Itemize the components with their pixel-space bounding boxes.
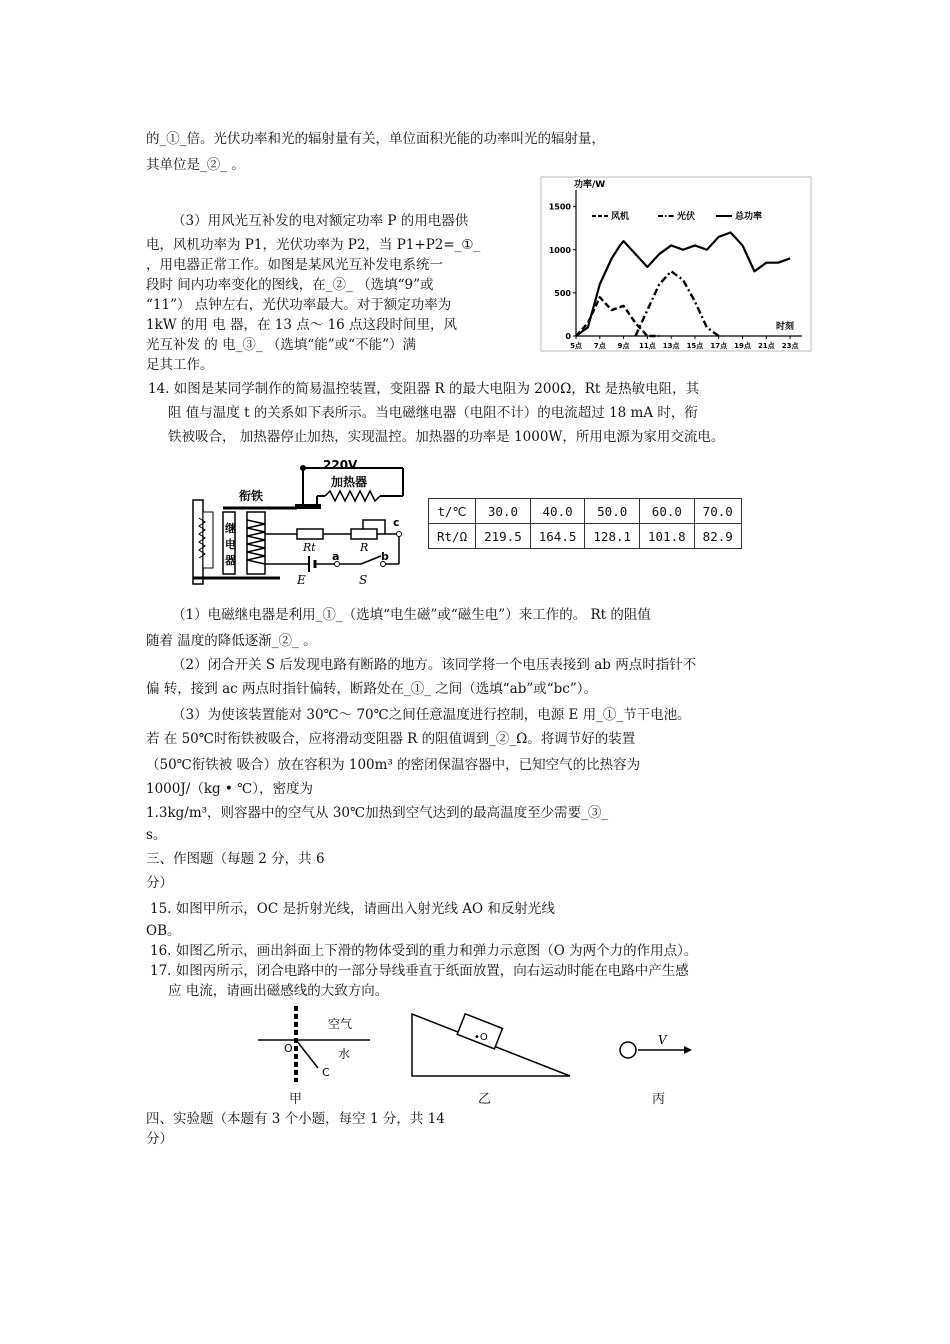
series-line-2 [635,271,718,336]
text-line: 1000J/（kg • ℃），密度为 [146,781,314,797]
figure-label-yi: 乙 [478,1092,492,1107]
y-tick-label: 500 [554,288,571,298]
section-title: 分） [146,1131,173,1147]
table-row [429,524,742,549]
text-line: （1）电磁继电器是利用_①_（选填“电生磁”或“磁生电”）来工作的。 Rt 的阻值 [172,607,651,623]
table-cell: 101.8 [640,524,695,549]
text-line: 应 电流，请画出磁感线的大致方向。 [168,983,389,999]
table-row [429,499,742,524]
text-line: 17. 如图丙所示，闭合电路中的一部分导线垂直于纸面放置，向右运动时能在电路中产生感 [150,963,689,979]
legend-label: 总功率 [735,212,763,222]
x-tick-label: 7点 [593,342,606,350]
text-line: 其单位是_②_ 。 [146,157,245,173]
relay-label-1: 继 [225,522,236,535]
text-line: 14. 如图是某同学制作的简易温控装置，变阻器 R 的最大电阻为 200Ω，Rt 是热敏电阻，其 [148,381,700,397]
legend-label: 风机 [611,212,630,222]
refracted-ray [296,1040,318,1068]
text-line: （3）用风光互补发的电对额定功率 P 的用电器供 [172,213,469,229]
text-line: 的_①_倍。光伏功率和光的辐射量有关，单位面积光能的功率叫光的辐射量， [146,131,605,147]
resistance-table [428,498,742,549]
x-axis-label: 时刻 [776,322,795,332]
circuit-diagram [185,460,415,588]
table-cell: 219.5 [476,524,531,549]
table-cell: 60.0 [640,499,695,524]
point-a: a [332,550,340,563]
text-line: 光互补发 的 电_③_ （选填“能”或“不能”）满 [146,337,416,353]
voltage-label: 220V [323,460,358,472]
figure-yi [406,1008,574,1080]
text-line: 足其工作。 [146,357,214,373]
table-cell: 164.5 [530,524,585,549]
text-line: 1kW 的用 电 器，在 13 点～ 16 点这段时间里，风 [146,317,458,333]
figure-bing [618,1032,698,1062]
section-title: 三、作图题（每题 2 分，共 6 [146,851,325,867]
table-cell: 30.0 [476,499,531,524]
s-label: S [359,573,368,587]
x-tick-label: 21点 [757,342,775,350]
power-chart [540,176,812,352]
text-line: s。 [146,827,167,843]
text-line: （3）为使该装置能对 30℃～ 70℃之间任意温度进行控制，电源 E 用_①_节干电池。 [172,707,691,723]
relay-label-3: 器 [225,554,236,567]
r-resistor [351,529,377,539]
text-line: 偏 转，接到 ac 两点时指针偏转，断路处在_①_ 之间（选填“ab”或“bc”）。 [146,681,598,697]
air-label: 空气 [328,1017,353,1031]
figure-label-bing: 丙 [652,1092,666,1107]
table-cell: 70.0 [694,499,741,524]
y-tick-label: 0 [565,332,571,341]
y-tick-label: 1500 [548,202,571,212]
text-line: 15. 如图甲所示，OC 是折射光线，请画出入射光线 AO 和反射光线 [150,901,555,917]
text-line: 段时 间内功率变化的图线，在_②_ （选填“9”或 [146,277,434,293]
x-tick-label: 17点 [710,342,728,350]
chart-frame [541,177,811,351]
o-label: O [284,1042,293,1055]
water-label: 水 [338,1047,351,1061]
switch [361,556,381,564]
figure-label-jia: 甲 [289,1092,303,1107]
point-b: b [381,550,389,563]
table-cell: 50.0 [585,499,640,524]
text-line: “11”） 点钟左右，光伏功率最大。对于额定功率为 [146,297,452,313]
c-label: C [322,1066,330,1079]
wire-cross-section [620,1042,636,1058]
point-c: c [393,516,400,529]
table-cell: 40.0 [530,499,585,524]
v-label: V [658,1033,667,1047]
x-tick-label: 11点 [638,342,656,350]
text-line: OB。 [146,923,181,939]
rt-resistor [297,529,323,539]
table-cell: 128.1 [585,524,640,549]
x-tick-label: 19点 [734,342,751,350]
table-cell: 82.9 [694,524,741,549]
rt-label: Rt [303,541,316,554]
text-line: （50℃衔铁被 吸合）放在容积为 100m³ 的密闭保温容器中，已知空气的比热容为 [146,757,641,773]
text-line: 电，风机功率为 P1，光伏功率为 P2，当 P1+P2=_①_ [146,237,481,253]
section-title: 分） [146,875,173,891]
text-line: 阻 值与温度 t 的关系如下表所示。当电磁继电器（电阻不计）的电流超过 18 mA 时，衔 [168,405,698,421]
figure-jia [254,1004,374,1084]
section-title: 四、实验题（本题有 3 个小题，每空 1 分，共 14 [146,1111,445,1127]
heater-coil [325,491,380,501]
x-tick-label: 9点 [617,342,630,350]
relay-label-2: 电 [225,538,236,551]
text-line: （2）闭合开关 S 后发现电路有断路的地方。该同学将一个电压表接到 ab 两点时指针不 [172,657,697,673]
x-tick-label: 13点 [662,342,680,350]
block-o-label: •O [474,1032,488,1043]
text-line: 若 在 50℃时衔铁被吸合，应将滑动变阻器 R 的阻值调到_②_Ω。将调节好的装置 [146,731,636,747]
heater-label: 加热器 [331,475,368,489]
e-label: E [297,573,306,587]
text-line: 1.3kg/m³，则容器中的空气从 30℃加热到空气达到的最高温度至少需要_③_ [146,805,609,821]
r-label: R [360,541,369,554]
text-line: ，用电器正常工作。如图是某风光互补发电系统一 [146,257,443,273]
legend-label: 光伏 [677,212,696,222]
table-header: t/℃ [429,499,476,524]
series-line-1 [576,297,659,336]
table-header: Rt/Ω [429,524,476,549]
armature-label: 衔铁 [239,489,264,503]
x-tick-label: 5点 [570,342,582,350]
y-axis-label: 功率/W [574,180,606,190]
text-line: 铁被吸合， 加热器停止加热，实现温控。加热器的功率是 1000W，所用电源为家用交流电。 [168,429,725,445]
x-tick-label: 23点 [781,342,799,350]
text-line: 16. 如图乙所示，画出斜面上下滑的物体受到的重力和弹力示意图（O 为两个力的作用点）。 [150,943,698,959]
x-tick-label: 15点 [686,342,704,350]
series-line-3 [576,233,790,337]
text-line: 随着 温度的降低逐渐_②_ 。 [146,633,317,649]
y-tick-label: 1000 [548,245,571,255]
